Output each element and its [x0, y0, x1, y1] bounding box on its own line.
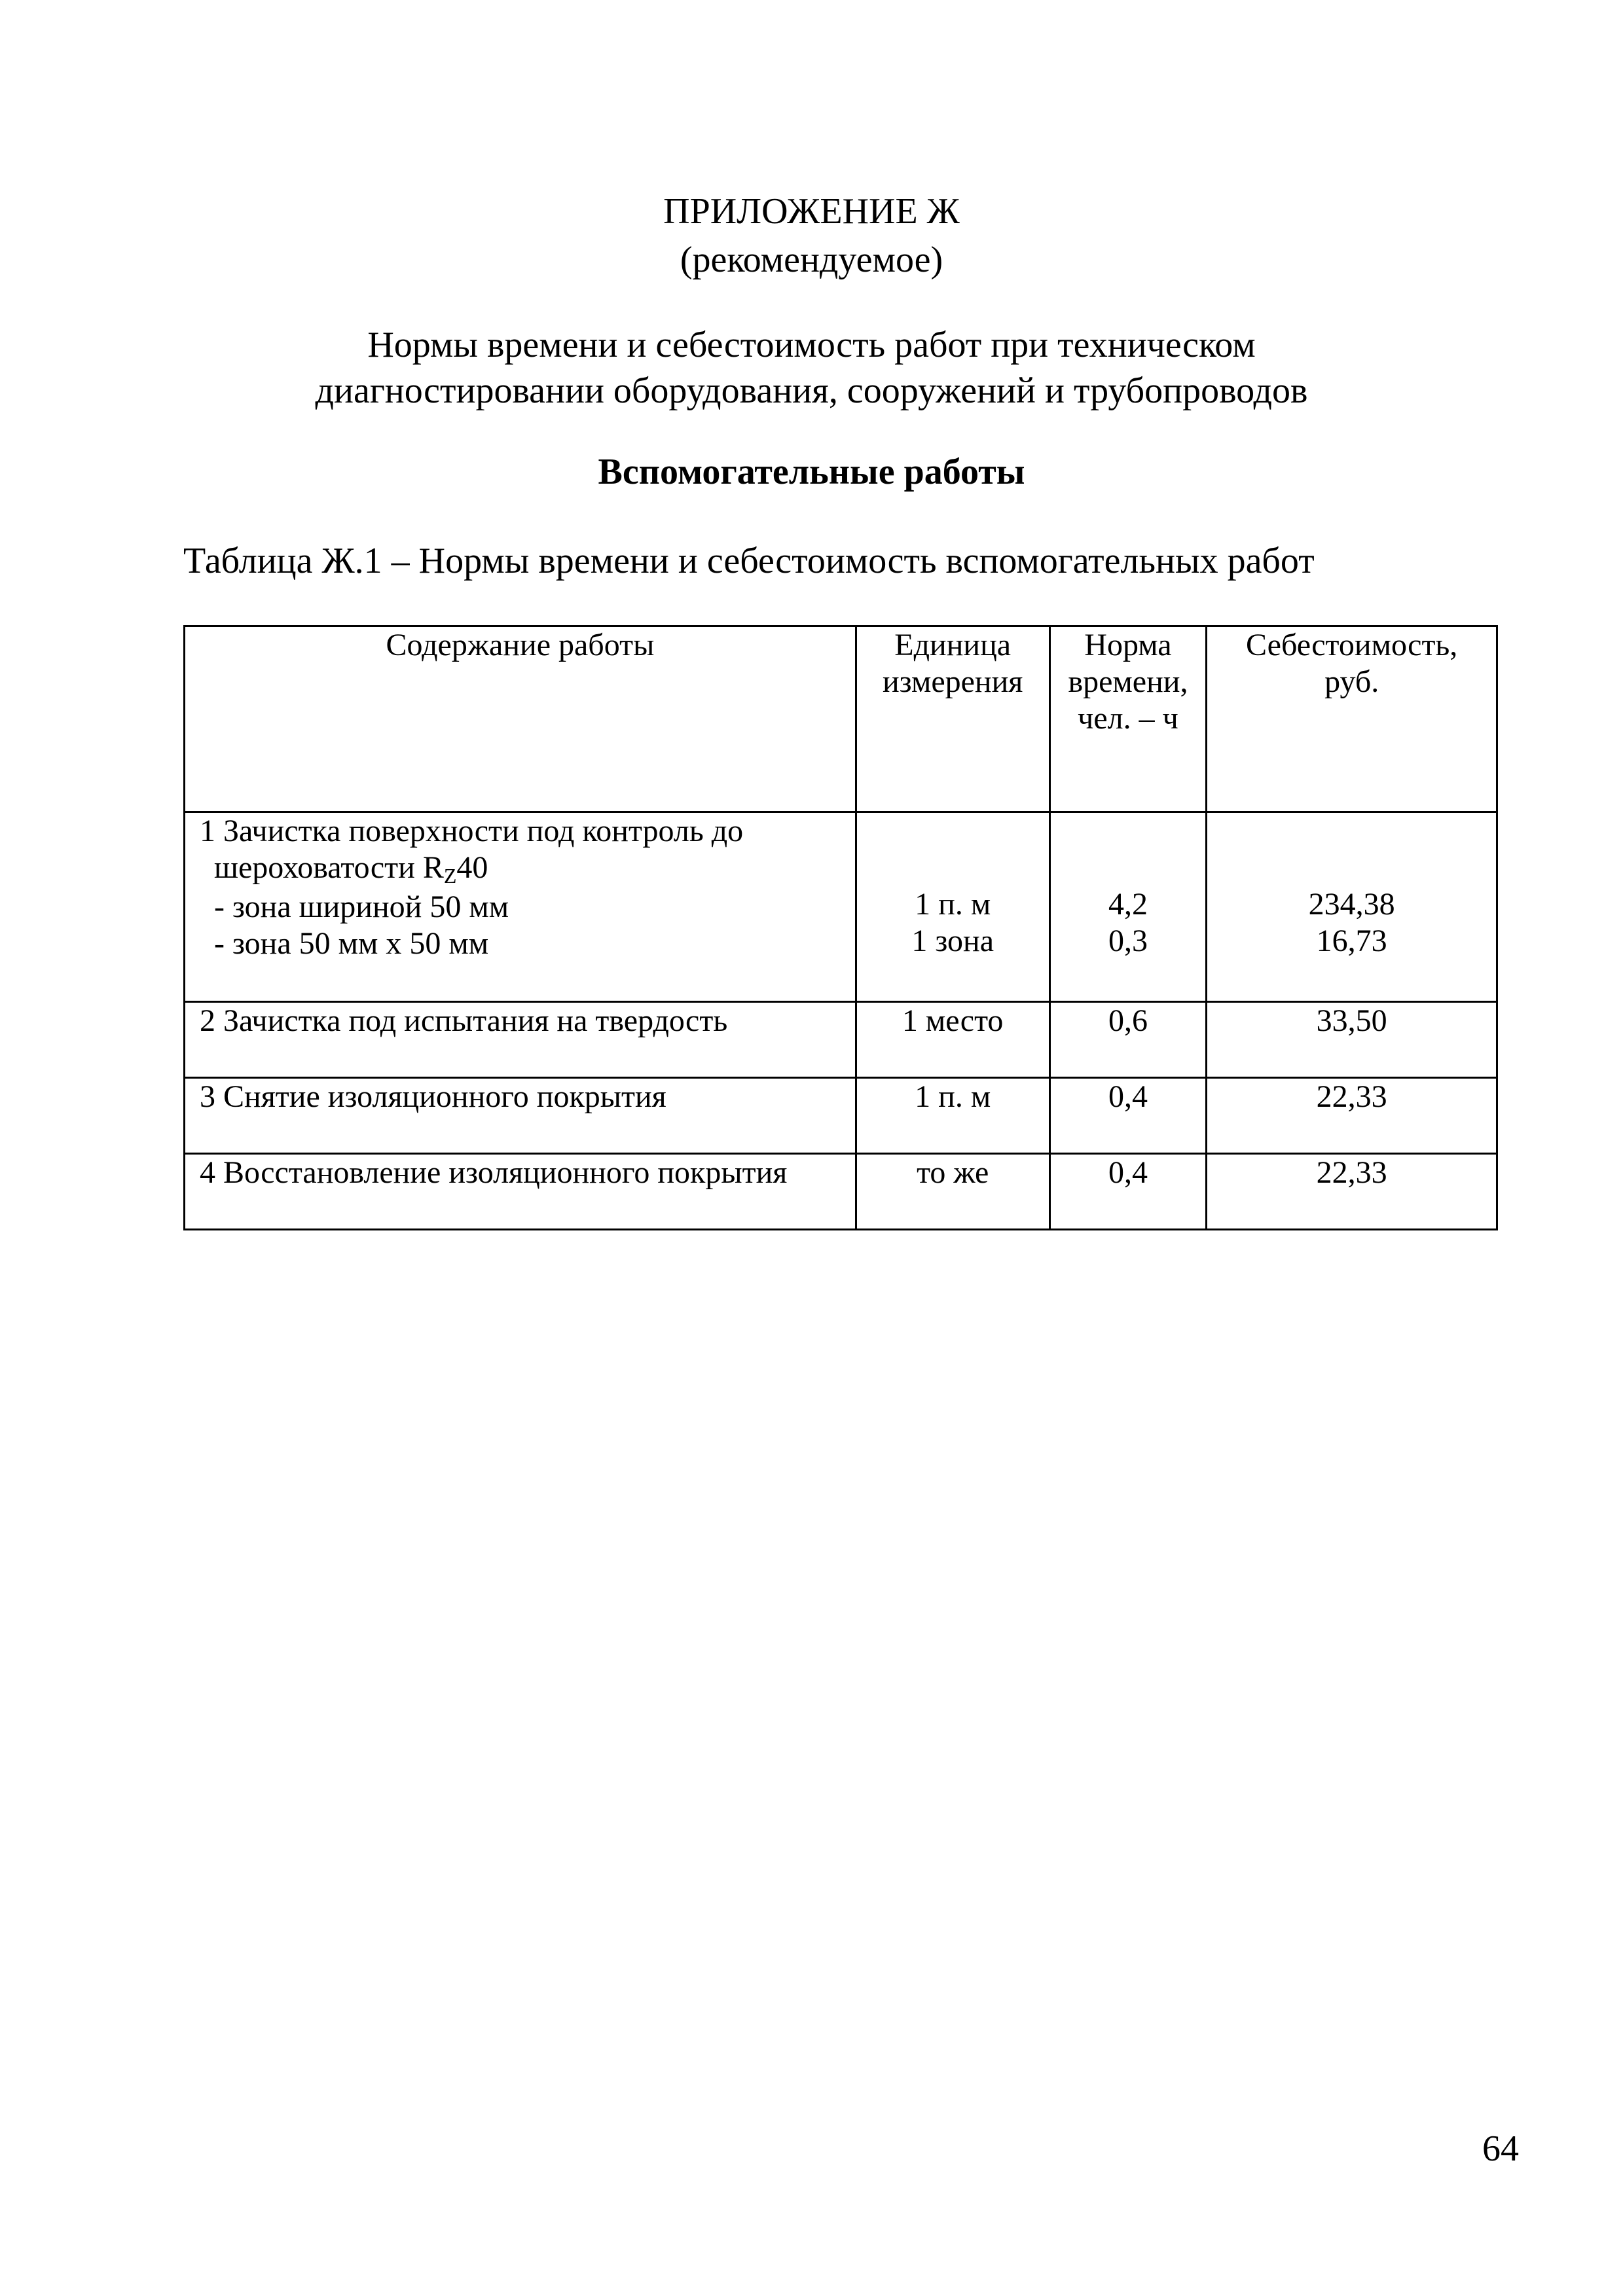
row2-cost: 33,50 [1207, 1002, 1497, 1078]
header-unit-line-2: измерения [882, 664, 1023, 699]
header-content [185, 626, 856, 812]
row1-title-line-1: 1 Зачистка поверхности под контроль до [200, 814, 744, 848]
row1-title-prefix: шероховатости R [214, 850, 444, 885]
header-content-label: Содержание работы [386, 628, 655, 662]
table-row [185, 1002, 1497, 1078]
table-row [185, 812, 1497, 1002]
row1-title-sub: Z [443, 864, 457, 888]
header-unit [856, 626, 1049, 812]
row1-cost [1207, 812, 1497, 1002]
row1-unit-2: 1 зона [911, 924, 994, 958]
row1-cost-1: 234,38 [1308, 887, 1395, 922]
row2-unit: 1 место [856, 1002, 1049, 1078]
row4-unit: то же [856, 1154, 1049, 1230]
header-norm [1049, 626, 1207, 812]
header-cost-line-2: руб. [1324, 664, 1379, 699]
row4-content: 4 Восстановление изоляционного покрытия [185, 1154, 856, 1230]
row2-norm: 0,6 [1049, 1002, 1207, 1078]
header-norm-line-2: времени, [1068, 664, 1188, 699]
row1-norm [1049, 812, 1207, 1002]
row3-cost: 22,33 [1207, 1078, 1497, 1154]
appendix-title: ПРИЛОЖЕНИЕ Ж [663, 191, 960, 232]
table-caption: Таблица Ж.1 – Нормы времени и себестоимость вспомогательных работ [183, 541, 1315, 581]
row1-sub-1: - зона шириной 50 мм [214, 889, 509, 924]
table-row [185, 1154, 1497, 1230]
row1-norm-1: 4,2 [1108, 887, 1148, 922]
heading-line-1: Нормы времени и себестоимость работ при техническом [367, 325, 1256, 365]
section-title: Вспомогательные работы [598, 452, 1025, 492]
row1-sub-2: - зона 50 мм х 50 мм [214, 926, 489, 961]
row3-content: 3 Снятие изоляционного покрытия [185, 1078, 856, 1154]
table-row [185, 1078, 1497, 1154]
header-norm-line-1: Норма [1084, 628, 1172, 662]
row1-title-suffix: 40 [456, 850, 488, 885]
row1-norm-2: 0,3 [1108, 924, 1148, 958]
row1-content [185, 812, 856, 1002]
page-number: 64 [1482, 2128, 1519, 2169]
header-norm-line-3: чел. – ч [1078, 701, 1178, 736]
heading-line-2: диагностировании оборудования, сооружений и трубопроводов [315, 370, 1308, 411]
norms-table [183, 625, 1498, 1230]
header-unit-line-1: Единица [894, 628, 1012, 662]
row1-title-line-2 [200, 850, 855, 889]
row1-unit [856, 812, 1049, 1002]
row1-cost-2: 16,73 [1316, 924, 1387, 958]
appendix-subtitle: (рекомендуемое) [680, 240, 943, 280]
row4-cost: 22,33 [1207, 1154, 1497, 1230]
row4-norm: 0,4 [1049, 1154, 1207, 1230]
header-cost [1207, 626, 1497, 812]
row1-unit-1: 1 п. м [915, 887, 991, 922]
table-header-row [185, 626, 1497, 812]
header-cost-line-1: Себестоимость, [1246, 628, 1458, 662]
row3-norm: 0,4 [1049, 1078, 1207, 1154]
row2-content: 2 Зачистка под испытания на твердость [185, 1002, 856, 1078]
row3-unit: 1 п. м [856, 1078, 1049, 1154]
